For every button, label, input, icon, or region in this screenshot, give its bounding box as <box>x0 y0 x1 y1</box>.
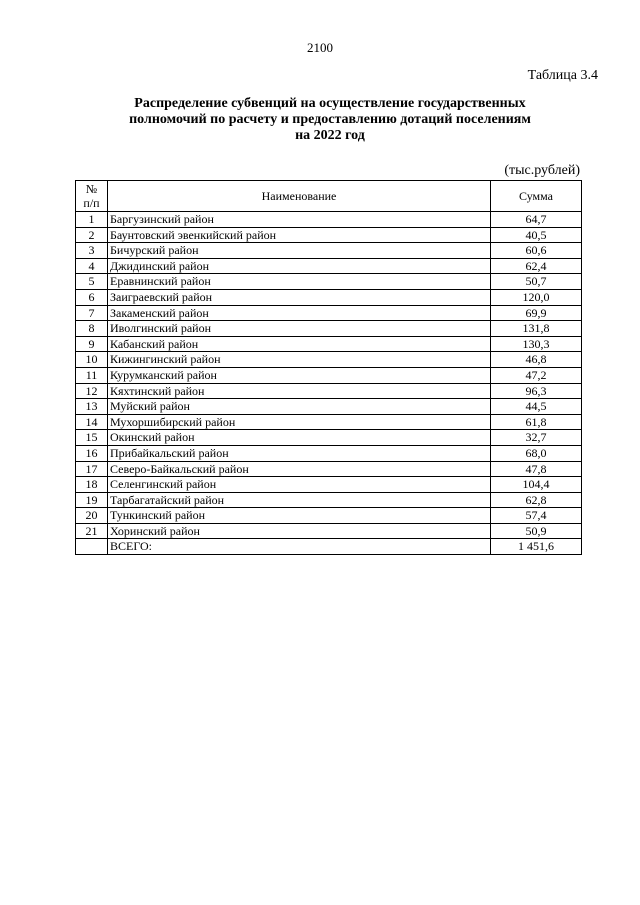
row-name: Джидинский район <box>108 258 491 274</box>
table-row <box>76 227 582 243</box>
table-row <box>76 414 582 430</box>
row-number: 15 <box>76 430 108 446</box>
row-name: Курумканский район <box>108 367 491 383</box>
row-sum: 104,4 <box>491 477 582 493</box>
table-label: Таблица 3.4 <box>527 68 598 83</box>
table-row <box>76 243 582 259</box>
row-sum: 131,8 <box>491 321 582 337</box>
row-name: Кабанский район <box>108 336 491 352</box>
row-name: Бичурский район <box>108 243 491 259</box>
table-row <box>76 461 582 477</box>
header-name: Наименование <box>108 181 491 212</box>
table-row <box>76 523 582 539</box>
title-line-1: Распределение субвенций на осуществление государственных <box>134 96 526 111</box>
row-sum: 69,9 <box>491 305 582 321</box>
row-number: 2 <box>76 227 108 243</box>
row-name: Баргузинский район <box>108 212 491 228</box>
row-sum: 50,7 <box>491 274 582 290</box>
row-sum: 47,2 <box>491 367 582 383</box>
row-number: 12 <box>76 383 108 399</box>
table-row <box>76 383 582 399</box>
row-sum: 46,8 <box>491 352 582 368</box>
header-sum: Сумма <box>491 181 582 212</box>
row-number: 13 <box>76 399 108 415</box>
row-sum: 96,3 <box>491 383 582 399</box>
row-sum: 62,4 <box>491 258 582 274</box>
row-name: Заиграевский район <box>108 289 491 305</box>
row-sum: 57,4 <box>491 508 582 524</box>
table-row <box>76 492 582 508</box>
row-number: 1 <box>76 212 108 228</box>
row-name: Закаменский район <box>108 305 491 321</box>
row-sum: 68,0 <box>491 445 582 461</box>
row-name: Баунтовский эвенкийский район <box>108 227 491 243</box>
table-row <box>76 430 582 446</box>
row-number: 9 <box>76 336 108 352</box>
table-row <box>76 508 582 524</box>
title-line-3: на 2022 год <box>295 128 365 143</box>
page-number: 2100 <box>307 40 333 55</box>
row-number: 5 <box>76 274 108 290</box>
table-total-row <box>76 539 582 555</box>
row-sum: 32,7 <box>491 430 582 446</box>
row-sum: 61,8 <box>491 414 582 430</box>
row-name: Тарбагатайский район <box>108 492 491 508</box>
table-header-row <box>76 181 582 212</box>
row-number: 10 <box>76 352 108 368</box>
row-sum: 130,3 <box>491 336 582 352</box>
row-name: Кяхтинский район <box>108 383 491 399</box>
row-number: 4 <box>76 258 108 274</box>
table-row <box>76 352 582 368</box>
row-name: Еравнинский район <box>108 274 491 290</box>
row-name: Тункинский район <box>108 508 491 524</box>
row-number: 20 <box>76 508 108 524</box>
row-number: 19 <box>76 492 108 508</box>
row-number: 7 <box>76 305 108 321</box>
total-label: ВСЕГО: <box>108 539 491 555</box>
document-title <box>100 96 560 144</box>
row-number: 6 <box>76 289 108 305</box>
row-sum: 60,6 <box>491 243 582 259</box>
row-number: 21 <box>76 523 108 539</box>
total-sum: 1 451,6 <box>491 539 582 555</box>
table-row <box>76 445 582 461</box>
table-row <box>76 336 582 352</box>
row-sum: 50,9 <box>491 523 582 539</box>
table-row <box>76 305 582 321</box>
row-name: Окинский район <box>108 430 491 446</box>
table-row <box>76 212 582 228</box>
row-name: Хоринский район <box>108 523 491 539</box>
row-sum: 40,5 <box>491 227 582 243</box>
row-number: 17 <box>76 461 108 477</box>
row-name: Прибайкальский район <box>108 445 491 461</box>
row-sum: 64,7 <box>491 212 582 228</box>
row-number: 16 <box>76 445 108 461</box>
table-row <box>76 367 582 383</box>
row-number: 14 <box>76 414 108 430</box>
row-sum: 120,0 <box>491 289 582 305</box>
table-row <box>76 289 582 305</box>
table-row <box>76 258 582 274</box>
row-sum: 62,8 <box>491 492 582 508</box>
row-name: Муйский район <box>108 399 491 415</box>
subventions-table <box>75 180 582 555</box>
header-number <box>76 181 108 212</box>
row-name: Кижингинский район <box>108 352 491 368</box>
table-body <box>76 212 582 555</box>
row-number: 11 <box>76 367 108 383</box>
total-number <box>76 539 108 555</box>
row-name: Иволгинский район <box>108 321 491 337</box>
units-label: (тыс.рублей) <box>504 163 580 178</box>
row-name: Мухоршибирский район <box>108 414 491 430</box>
header-number-line-1: № <box>85 182 98 196</box>
row-name: Селенгинский район <box>108 477 491 493</box>
title-line-2: полномочий по расчету и предоставлению дотаций поселениям <box>129 112 531 127</box>
table-row <box>76 274 582 290</box>
table-row <box>76 399 582 415</box>
table-row <box>76 477 582 493</box>
row-number: 8 <box>76 321 108 337</box>
row-name: Северо-Байкальский район <box>108 461 491 477</box>
header-number-line-2: п/п <box>83 196 100 210</box>
row-sum: 44,5 <box>491 399 582 415</box>
row-number: 18 <box>76 477 108 493</box>
table-row <box>76 321 582 337</box>
row-sum: 47,8 <box>491 461 582 477</box>
row-number: 3 <box>76 243 108 259</box>
